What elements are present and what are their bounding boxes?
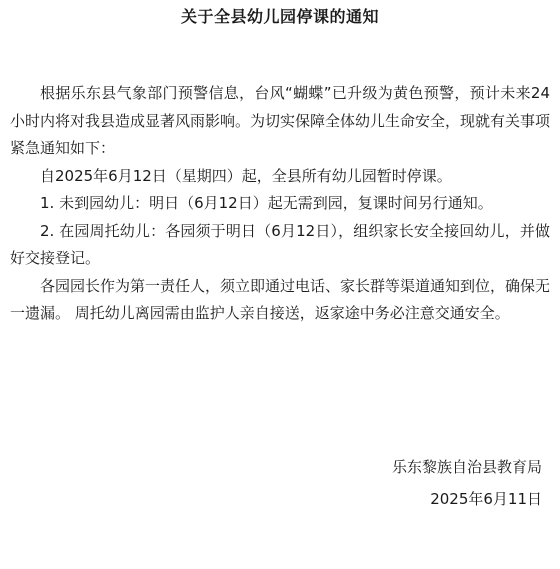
- signature-block: [392, 451, 542, 515]
- document-body: [10, 80, 550, 328]
- paragraph-intro: 根据乐东县气象部门预警信息，台风“蝴蝶”已升级为黄色预警，预计未来24小时内将对我县造成显著风雨影响。为切实保障全体幼儿生命安全，现就有关事项紧急通知如下：: [10, 84, 551, 157]
- paragraph-responsibility: 各园园长作为第一责任人，须立即通过电话、家长群等渠道通知到位，确保无一遗漏。 周托幼儿离园需由监护人亲自接送，返家途中务必注意交通安全。: [10, 276, 551, 322]
- paragraph-item-1: 1. 未到园幼儿：明日（6月12日）起无需到园，复课时间另行通知。: [40, 194, 493, 212]
- issue-date: 2025年6月11日: [430, 490, 542, 508]
- paragraph-suspension: 自2025年6月12日（星期四）起，全县所有幼儿园暂时停课。: [40, 166, 452, 185]
- issuer-name: 乐东黎族自治县教育局: [391, 458, 542, 476]
- document-title: 关于全县幼儿园停课的通知: [180, 7, 379, 26]
- paragraph-item-2: 2. 在园周托幼儿：各园须于明日（6月12日），组织家长安全接回幼儿，并做好交接登记。: [10, 221, 550, 267]
